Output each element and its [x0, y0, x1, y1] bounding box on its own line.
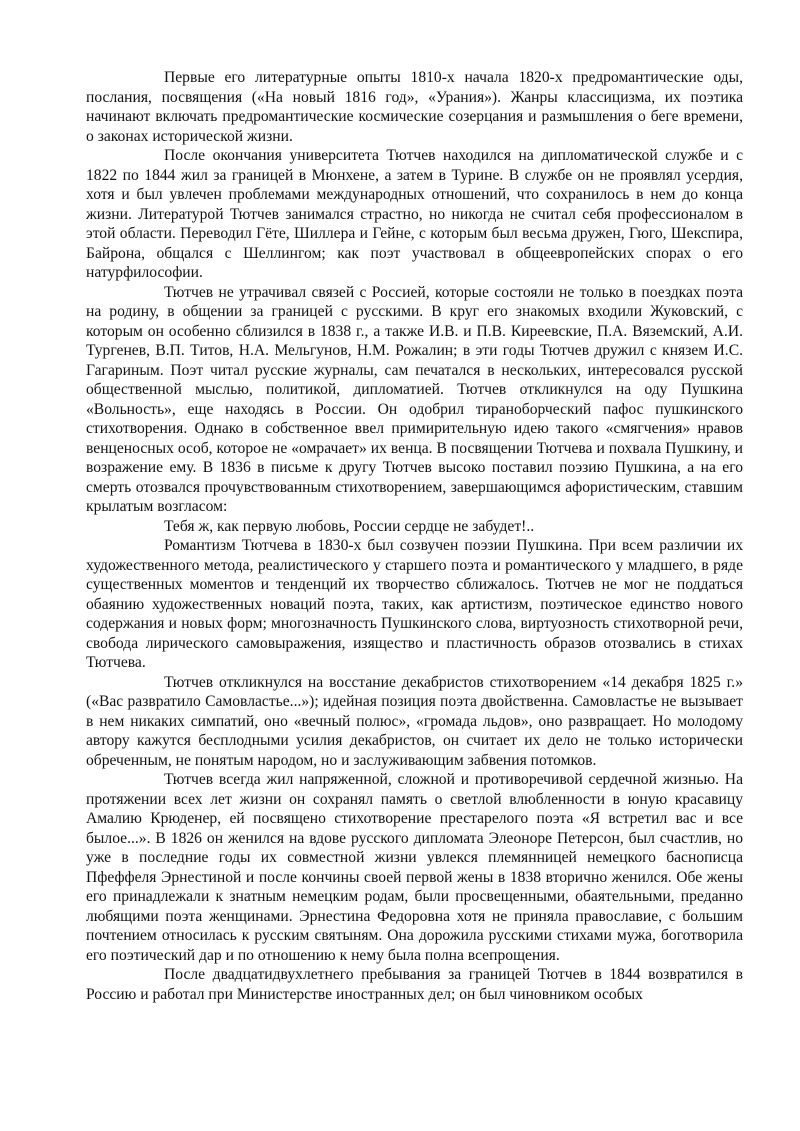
- paragraph-personal-life: Тютчев всегда жил напряженной, сложной и противоречивой сердечной жизнью. На протяжении всех лет жизни он сохранял память о светлой влюбленности в юную красавицу Амалию Крюденер, ей посвящено стихотворение престарелого поэта «Я встретил вас и все былое...». В 1826 он женился на вдове русского дипломата Элеоноре Петерсон, был счастлив, но уже в последние годы их совместной жизни увлекся племянницей немецкого баснописца Пфеффеля Эрнестиной и после кончины своей первой жены в 1838 вторично женился. Обе жены его принадлежали к знатным немецким родам, были просвещенными, обаятельными, преданно любящими поэта женщинами. Эрнестина Федоровна хотя не приняла православие, с большим почтением относилась к русским святыням. Она дорожила русскими стихами мужа, боготворила его поэтический дар и по отношению к нему была полна всепрощения.: [86, 771, 743, 964]
- document-page: [86, 68, 743, 1004]
- paragraph-romanticism: Романтизм Тютчева в 1830-х был созвучен поэзии Пушкина. При всем различии их художественного метода, реалистического у старшего поэта и романтического у младшего, в ряде существенных моментов и тенденций их творчество сближалось. Тютчев не мог не поддаться обаянию художественных новаций поэта, таких, как артистизм, поэтическое единство нового содержания и новых форм; многозначность Пушкинского слова, виртуозность стихотворной речи, свобода лирического самовыражения, изящество и пластичность образов отозвались в стихах Тютчева.: [86, 537, 743, 671]
- paragraph-quote-line: Тебя ж, как первую любовь, России сердце не забудет!..: [164, 517, 535, 535]
- paragraph-decembrists: Тютчев откликнулся на восстание декабристов стихотворением «14 декабря 1825 г.» («Вас развратило Самовластье...»); идейная позиция поэта двойственна. Самовластье не вызывает в нем никаких симпатий, оно «вечный полюс», «громада льдов», оно развращает. Но молодому автору кажутся бесплодными усилия декабристов, он считает их дело не только исторически обреченным, не понятым народом, но и заслуживающим забвения потомков.: [86, 673, 743, 769]
- paragraph-diplomatic-service: После окончания университета Тютчев находился на дипломатической службе и с 1822 по 1844 жил за границей в Мюнхене, а затем в Турине. В службе он не проявлял усердия, хотя и был увлечен проблемами международных отношений, что сохранилось в нем до конца жизни. Литературой Тютчев занимался страстно, но никогда не считал себя профессионалом в этой области. Переводил Гёте, Шиллера и Гейне, с которым был весьма дружен, Гюго, Шекспира, Байрона, общался с Шеллингом; как поэт участвовал в общеевропейских спорах о его натурфилософии.: [86, 147, 743, 281]
- paragraph-literary-debut: Первые его литературные опыты 1810-х начала 1820-х предромантические оды, послания, посвящения («На новый 1816 год», «Урания»). Жанры классицизма, их поэтика начинают включать предромантические космические созерцания и размышления о беге времени, о законах исторической жизни.: [86, 69, 743, 145]
- paragraph-ties-with-russia: Тютчев не утрачивал связей с Россией, которые состояли не только в поездках поэта на родину, в общении за границей с русскими. В круг его знакомых входили Жуковский, с которым он особенно сблизился в 1838 г., а также И.В. и П.В. Киреевские, П.А. Вяземский, А.И. Тургенев, В.П. Титов, Н.А. Мельгунов, Н.М. Рожалин; в эти годы Тютчев дружил с князем И.С. Гагариным. Поэт читал русские журналы, сам печатался в нескольких, интересовался русской общественной мыслью, политикой, дипломатией. Тютчев откликнулся на оду Пушкина «Вольность», еще находясь в России. Он одобрил тираноборческий пафос пушкинского стихотворения. Однако в собственное ввел примирительную идею такого «смягчения» нравов венценосных особ, которое не «омрачает» их венца. В посвящении Тютчева и похвала Пушкину, и возражение ему. В 1836 в письме к другу Тютчев высоко поставил поэзию Пушкина, а на его смерть отозвался прочувствованным стихотворением, завершающимся афористическим, ставшим крылатым возгласом:: [86, 283, 743, 515]
- paragraph-return-to-russia: После двадцатидвухлетнего пребывания за границей Тютчев в 1844 возвратился в Россию и работал при Министерстве иностранных дел; он был чиновником особых: [86, 966, 743, 1003]
